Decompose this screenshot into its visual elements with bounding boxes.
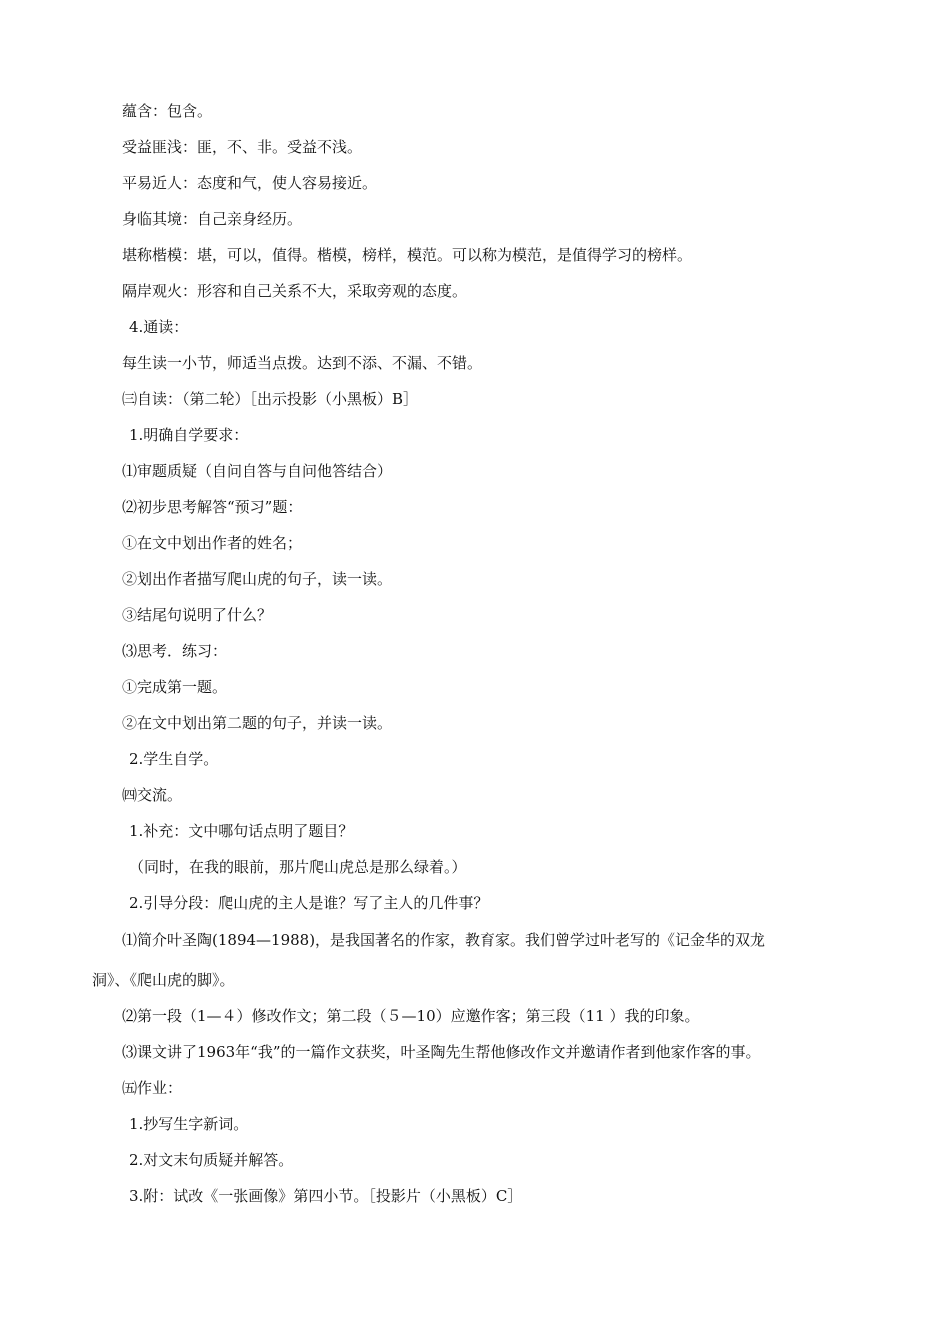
preview-q2: ②划出作者描写爬山虎的句子，读一读。: [122, 570, 393, 588]
vocab-pingyi: 平易近人：态度和气，使人容易接近。: [122, 174, 378, 192]
vocab-yunhan: 蕴含：包含。: [122, 102, 213, 120]
author-intro-line-2: 洞》、《爬山虎的脚》。: [92, 971, 235, 989]
section-jiaoliu: ㈣交流。: [122, 786, 183, 804]
tongdu-detail: 每生读一小节，师适当点拨。达到不添、不漏、不错。: [122, 354, 483, 372]
jiaoliu-answer-1: （同时，在我的眼前，那片爬山虎总是那么绿着。）: [129, 858, 467, 876]
zidu-step-1: 1.明确自学要求：: [129, 426, 249, 444]
preview-q1: ①在文中划出作者的姓名；: [122, 534, 303, 552]
zidu-item-2: ⑵初步思考解答“预习”题：: [122, 498, 303, 516]
section-zuoye: ㈤作业：: [122, 1079, 183, 1097]
zidu-item-1: ⑴审题质疑（自问自答与自问他答结合）: [122, 462, 393, 480]
homework-2: 2.对文末句质疑并解答。: [129, 1151, 294, 1169]
vocab-kancheng: 堪称楷模：堪，可以，值得。楷模，榜样，模范。可以称为模范，是值得学习的榜样。: [122, 246, 693, 264]
section-zidu: ㈢自读：（第二轮）［出示投影（小黑板）B］: [122, 390, 419, 408]
step-tongdu: 4.通读：: [129, 318, 189, 336]
paragraph-division: ⑵第一段（1—４）修改作文；第二段（５—10）应邀作客；第三段（11 ）我的印象。: [122, 1007, 700, 1025]
exercise-2: ②在文中划出第二题的句子，并读一读。: [122, 714, 393, 732]
jiaoliu-step-2: 2.引导分段：爬山虎的主人是谁？写了主人的几件事？: [129, 894, 489, 912]
text-summary: ⑶课文讲了1963年“我”的一篇作文获奖，叶圣陶先生帮他修改作文并邀请作者到他家作客的事。: [122, 1043, 761, 1061]
author-intro-line-1: ⑴简介叶圣陶(1894—1988)，是我国著名的作家，教育家。我们曾学过叶老写的《记金华的双龙: [122, 931, 766, 949]
homework-3: 3.附：试改《一张画像》第四小节。［投影片（小黑板）C］: [129, 1187, 523, 1205]
vocab-shenlin: 身临其境：自己亲身经历。: [122, 210, 303, 228]
homework-1: 1.抄写生字新词。: [129, 1115, 249, 1133]
vocab-shouyi: 受益匪浅：匪，不、非。受益不浅。: [122, 138, 363, 156]
preview-q3: ③结尾句说明了什么？: [122, 606, 273, 624]
zidu-item-3: ⑶思考．练习：: [122, 642, 228, 660]
exercise-1: ①完成第一题。: [122, 678, 228, 696]
zidu-step-2: 2.学生自学。: [129, 750, 219, 768]
jiaoliu-step-1: 1.补充：文中哪句话点明了题目？: [129, 822, 354, 840]
vocab-gean: 隔岸观火：形容和自己关系不大，采取旁观的态度。: [122, 282, 468, 300]
